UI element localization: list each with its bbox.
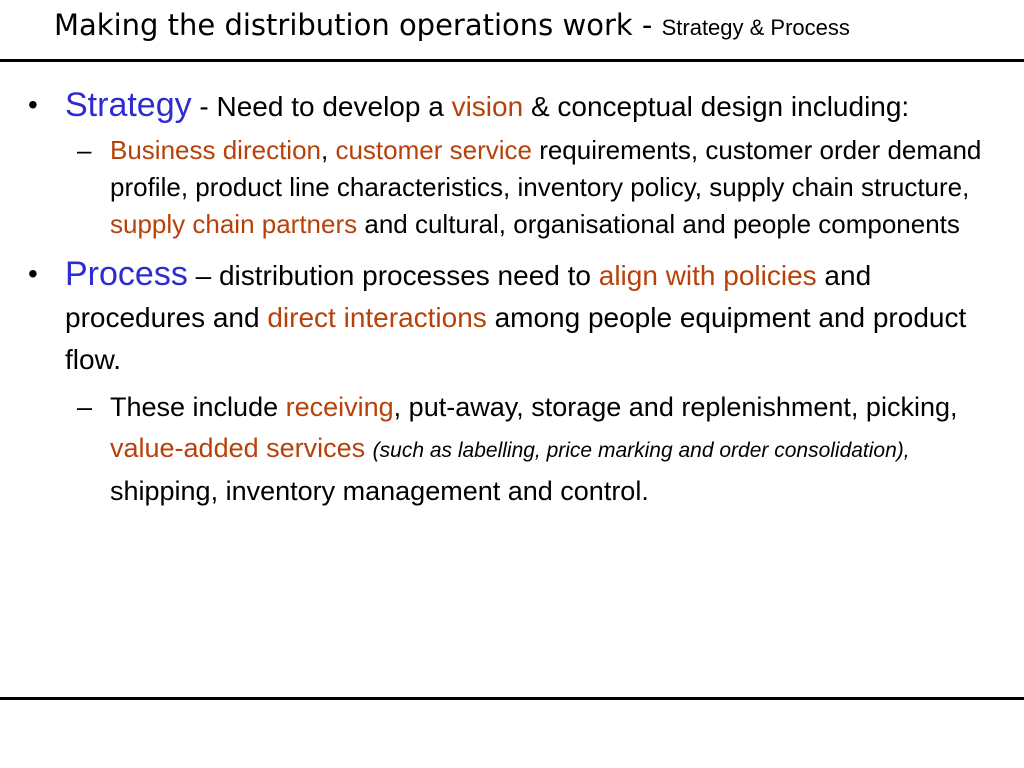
sub-strategy-text-2: and cultural, organisational and people components: [357, 209, 960, 239]
highlight-customer-service: customer service: [335, 135, 532, 165]
dash-icon: –: [77, 392, 93, 422]
process-keyword: Process: [65, 255, 188, 293]
strategy-highlight-vision: vision: [451, 91, 524, 122]
bullet-strategy: [28, 84, 998, 128]
sub-bullet-strategy: [77, 132, 998, 243]
slide-body: [28, 84, 998, 512]
sub-strategy-comma: ,: [321, 135, 329, 165]
sub-process-text-1: These include: [110, 392, 286, 422]
dash-icon: –: [77, 135, 92, 165]
strategy-text-1: Need to develop a: [216, 91, 452, 122]
highlight-align-with-policies: align with policies: [598, 260, 817, 291]
process-text-3: among people equipment and product flow.: [65, 302, 967, 375]
sub-process-text-2: , put-away, storage and replenishment, picking,: [393, 392, 958, 422]
strategy-text-2: & conceptual design including:: [523, 91, 910, 122]
sub-process-text-3: shipping, inventory management and control.: [110, 476, 649, 506]
highlight-direct-interactions: direct interactions: [267, 302, 487, 333]
sub-strategy-text-1: requirements, customer order demand profile, product line characteristics, inventory policy, supply chain structure,: [110, 135, 982, 202]
process-text-1: distribution processes need to: [218, 260, 599, 291]
sub-process-space: [365, 433, 373, 463]
slide-title-sub: Strategy & Process: [661, 15, 850, 40]
slide-title: [54, 8, 1014, 42]
bottom-divider: [0, 697, 1024, 700]
highlight-supply-chain-partners: supply chain partners: [110, 209, 358, 239]
examples-note: (such as labelling, price marking and order consolidation),: [372, 439, 910, 462]
top-divider: [0, 59, 1024, 62]
bullet-process: [28, 253, 998, 381]
sub-bullet-process: [77, 387, 998, 512]
slide-title-main: Making the distribution operations work -: [54, 8, 662, 42]
highlight-receiving: receiving: [285, 392, 394, 422]
process-text-2: and procedures and: [65, 260, 872, 333]
strategy-keyword: Strategy: [65, 86, 192, 124]
bullet-icon: •: [28, 258, 38, 289]
process-separator: –: [187, 260, 219, 291]
strategy-separator: -: [191, 91, 217, 122]
bullet-icon: •: [28, 89, 38, 120]
highlight-value-added-services: value-added services: [110, 433, 366, 463]
highlight-business-direction: Business direction: [110, 135, 321, 165]
